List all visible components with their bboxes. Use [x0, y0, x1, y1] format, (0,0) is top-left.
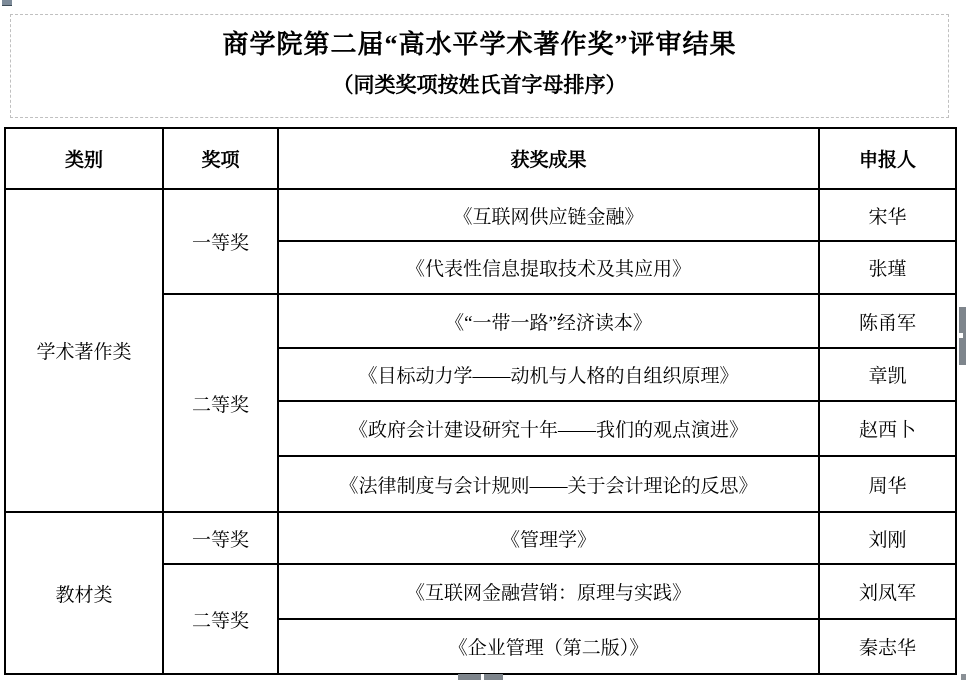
category-cell: 学术著作类	[5, 189, 163, 512]
table-row	[5, 512, 956, 564]
applicant-cell: 宋华	[819, 189, 956, 241]
applicant-cell: 章凯	[819, 348, 956, 401]
award-cell: 一等奖	[163, 512, 278, 564]
applicant-cell: 刘凤军	[819, 564, 956, 619]
page-subtitle: （同类奖项按姓氏首字母排序）	[332, 73, 627, 97]
category-cell: 教材类	[5, 512, 163, 674]
table-row	[5, 189, 956, 241]
object-anchor-icon	[2, 0, 12, 6]
scrollbar-notch	[959, 333, 963, 338]
applicant-cell: 张瑾	[819, 241, 956, 294]
award-cell: 二等奖	[163, 564, 278, 674]
header-work: 获奖成果	[278, 128, 819, 189]
work-cell: 《管理学》	[278, 512, 819, 564]
applicant-cell: 刘刚	[819, 512, 956, 564]
work-cell: 《“一带一路”经济读本》	[278, 294, 819, 348]
awards-table	[4, 127, 957, 675]
work-cell: 《互联网金融营销：原理与实践》	[278, 564, 819, 619]
header-applicant: 申报人	[819, 128, 956, 189]
table-header-row	[5, 128, 956, 189]
scrollbar-corner	[961, 674, 966, 680]
applicant-cell: 赵西卜	[819, 401, 956, 456]
page-title: 商学院第二届“高水平学术著作奖”评审结果	[222, 30, 737, 59]
header-category: 类别	[5, 128, 163, 189]
scrollbar-notch	[481, 674, 484, 680]
work-cell: 《代表性信息提取技术及其应用》	[278, 241, 819, 294]
award-cell: 一等奖	[163, 189, 278, 294]
award-cell: 二等奖	[163, 294, 278, 512]
horizontal-scrollbar-thumb[interactable]	[458, 674, 503, 680]
applicant-cell: 周华	[819, 456, 956, 512]
vertical-scrollbar-thumb[interactable]	[959, 307, 966, 365]
work-cell: 《目标动力学——动机与人格的自组织原理》	[278, 348, 819, 401]
work-cell: 《法律制度与会计规则——关于会计理论的反思》	[278, 456, 819, 512]
work-cell: 《企业管理（第二版）》	[278, 619, 819, 674]
title-text-box	[10, 14, 949, 118]
header-award: 奖项	[163, 128, 278, 189]
applicant-cell: 陈甬军	[819, 294, 956, 348]
work-cell: 《政府会计建设研究十年——我们的观点演进》	[278, 401, 819, 456]
work-cell: 《互联网供应链金融》	[278, 189, 819, 241]
applicant-cell: 秦志华	[819, 619, 956, 674]
